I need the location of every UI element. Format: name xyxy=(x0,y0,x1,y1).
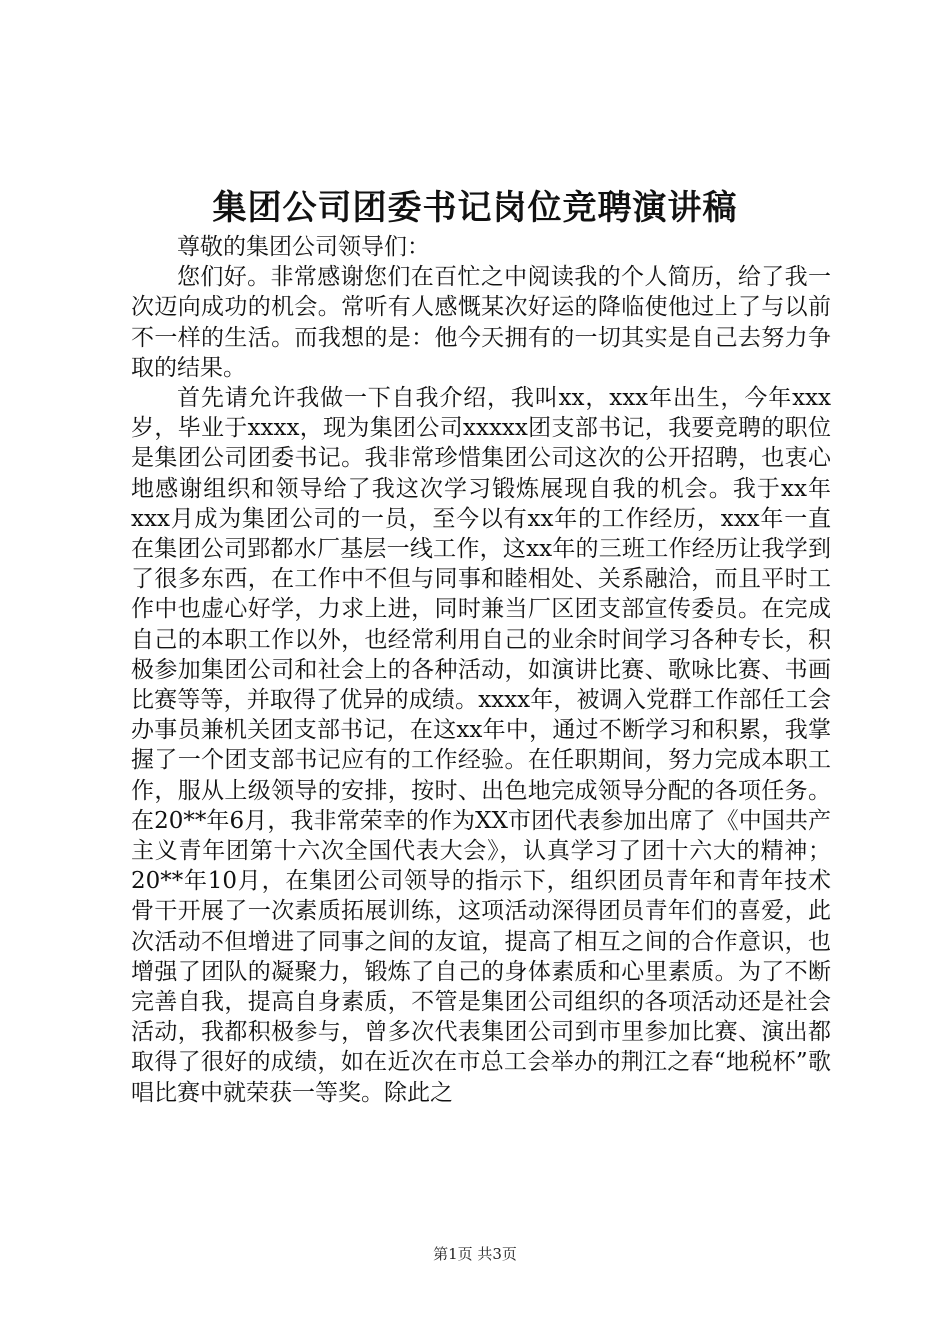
salutation: 尊敬的集团公司领导们： xyxy=(177,234,430,260)
document-title: 集团公司团委书记岗位竞聘演讲稿 xyxy=(212,188,738,228)
page-number-footer: 第1页 共3页 xyxy=(433,1245,517,1263)
paragraph-self-introduction: 首先请允许我做一下自我介绍，我叫xx，xxx年出生，今年xxx岁，毕业于xxxx，现为集团公司xxxxx团支部书记，我要竞聘的职位是集团公司团委书记。我非常珍惜集团公司这次的公开招聘，也衷心地感谢组织和领导给了我这次学习锻炼展现自我的机会。我于xx年xxx月成为集团公司的一员，至今以有xx年的工作经历，xxx年一直在集团公司郢都水厂基层一线工作，这xx年的三班工作经历让我学到了很多东西，在工作中不但与同事和睦相处、关系融洽，而且平时工作中也虚心好学，力求上进，同时兼当厂区团支部宣传委员。在完成自己的本职工作以外，也经常利用自己的业余时间学习各种专长，积极参加集团公司和社会上的各种活动，如演讲比赛、歌咏比赛、书画比赛等等，并取得了优异的成绩。xxxx年，被调入党群工作部任工会办事员兼机关团支部书记，在这xx年中，通过不断学习和积累，我掌握了一个团支部书记应有的工作经验。在任职期间，努力完成本职工作，服从上级领导的安排，按时、出色地完成领导分配的各项任务。在20**年6月，我非常荣幸的作为XX市团代表参加出席了《中国共产主义青年团第十六次全国代表大会》，认真学习了团十六大的精神；20**年10月，在集团公司领导的指示下，组织团员青年和青年技术骨干开展了一次素质拓展训练，这项活动深得团员青年们的喜爱，此次活动不但增进了同事之间的友谊，提高了相互之间的合作意识，也增强了团队的凝聚力，锻炼了自己的身体素质和心里素质。为了不断完善自我，提高自身素质，不管是集团公司组织的各项活动还是社会活动，我都积极参与，曾多次代表集团公司到市里参加比赛、演出都取得了很好的成绩，如在近次在市总工会举办的荆江之春“地税杯”歌唱比赛中就荣获一等奖。除此之 xyxy=(131,385,831,1106)
paragraph-greeting: 您们好。非常感谢您们在百忙之中阅读我的个人简历，给了我一次迈向成功的机会。常听有人感慨某次好运的降临使他过上了与以前不一样的生活。而我想的是：他今天拥有的一切其实是自己去努力争取的结果。 xyxy=(131,264,831,381)
document-body xyxy=(131,232,831,1108)
